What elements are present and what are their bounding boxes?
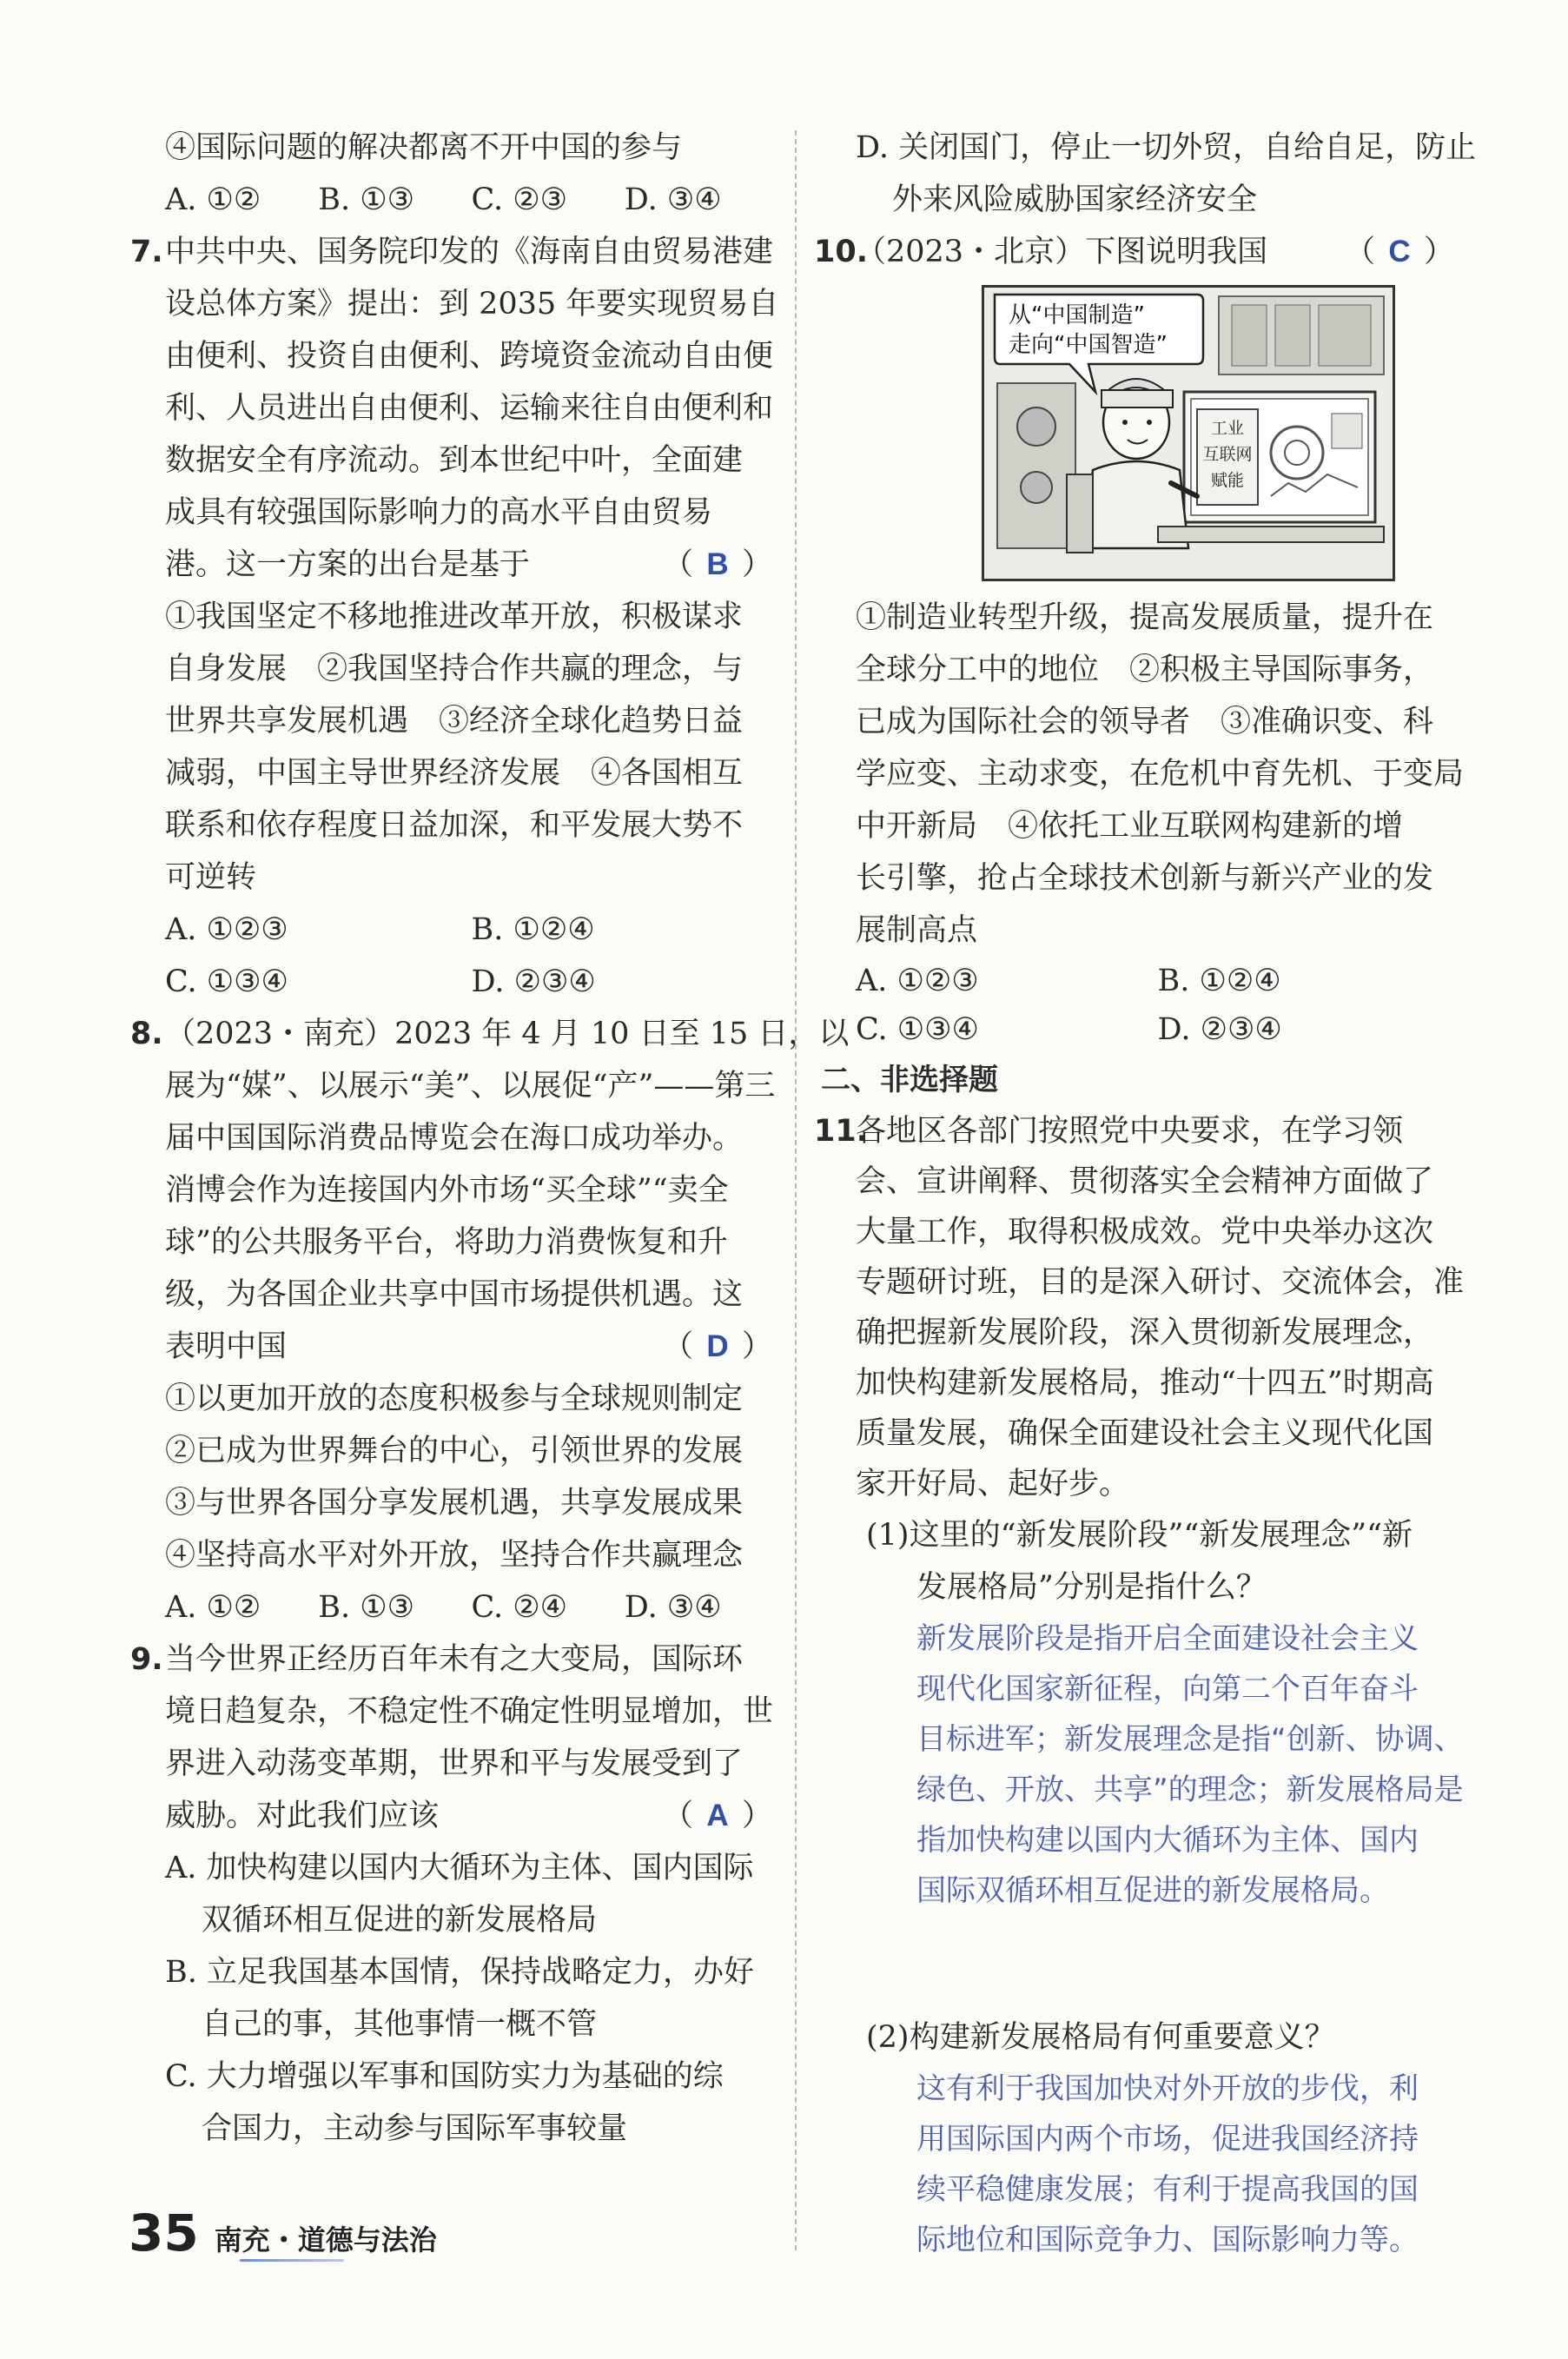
q11-answer1-line-1[interactable]: 新发展阶段是指开启全面建设社会主义 <box>916 1621 1419 1656</box>
q9-option-a[interactable]: A. 加快构建以国内大循环为主体、国内国际 <box>165 1851 754 1885</box>
section-title-non-choice: 二、非选择题 <box>821 1063 998 1097</box>
q8-line-6: 级，为各国企业共享中国市场提供机遇。这 <box>165 1277 744 1312</box>
footer-title: 南充・道德与法治 <box>214 2223 437 2256</box>
q9-line-1: 9. 当今世界正经历百年未有之大变局，国际环 <box>130 1633 777 1686</box>
q8-line-4: 消博会作为连接国内外市场“买全球”“卖全 <box>165 1173 729 1208</box>
q8-line-5: 球”的公共服务平台，将助力消费恢复和升 <box>165 1225 728 1260</box>
q7-line-3: 由便利、投资自由便利、跨境资金流动自由便 <box>165 339 774 374</box>
q10-answer-bracket: （ C ） <box>1345 226 1454 278</box>
q7-option-c[interactable]: C. ①③④ <box>165 964 288 999</box>
q10-choice-line-1: ①制造业转型升级，提高发展质量，提升在 <box>856 600 1434 635</box>
speech-bubble-line-1: 从“中国制造” <box>1009 302 1145 328</box>
q9-answer[interactable]: A <box>706 1799 729 1832</box>
q11-line-1: 11. 各地区各部门按照党中央要求，在学习领 <box>821 1106 1459 1156</box>
screen-text-1: 工业 <box>1210 419 1245 438</box>
cartoon-illustration <box>982 285 1395 581</box>
q11-line-3: 大量工作，取得积极成效。党中央举办这次 <box>856 1215 1434 1249</box>
q8-options <box>130 1581 777 1633</box>
q9-number: 9. <box>130 1642 163 1677</box>
q9-option-b-cont: 自己的事，其他事情一概不管 <box>202 2007 598 2042</box>
q10-option-d[interactable]: D. ②③④ <box>1157 1012 1282 1047</box>
q6-item-4: ④国际问题的解决都离不开中国的参与 <box>165 130 683 165</box>
q10-choice-line-4: 学应变、主动求变，在危机中育先机、于变局 <box>856 757 1465 792</box>
footer-underline <box>240 2259 344 2262</box>
q9-option-d[interactable]: D. 关闭国门，停止一切外贸，自给自足，防止 <box>856 130 1477 165</box>
column-divider <box>795 130 797 2250</box>
q8-option-b[interactable]: B. ①③ <box>318 1590 414 1625</box>
q8-option-a[interactable]: A. ①② <box>165 1590 261 1625</box>
q11-answer1-line-3[interactable]: 目标进军；新发展理念是指“创新、协调、 <box>916 1722 1464 1757</box>
q7-line-1: 7. 中共中央、国务院印发的《海南自由贸易港建 <box>130 226 777 278</box>
q8-option-d[interactable]: D. ③④ <box>624 1590 722 1625</box>
q8-choice-2: ②已成为世界舞台的中心，引领世界的发展 <box>165 1434 744 1468</box>
q6-option-a[interactable]: A. ①② <box>165 182 261 217</box>
q7-choice-line-2: 自身发展 ②我国坚持合作共赢的理念，与 <box>165 652 744 686</box>
q7-options-row-1 <box>130 904 777 956</box>
q11-line-8: 家开好局、起好步。 <box>856 1467 1130 1501</box>
q6-option-c[interactable]: C. ②③ <box>471 182 568 217</box>
q6-options <box>130 174 777 226</box>
q8-line-7: 表明中国 （ D ） <box>130 1321 777 1373</box>
q7-line-7: 港。这一方案的出台是基于 （ B ） <box>130 539 777 591</box>
right-column <box>814 122 1477 2265</box>
q9-answer-bracket: （ A ） <box>663 1790 772 1842</box>
q7-number: 7. <box>130 235 163 269</box>
q10-options-row-2 <box>821 1005 1459 1054</box>
screen-text-2: 互联网 <box>1202 445 1253 464</box>
q7-option-a[interactable]: A. ①②③ <box>165 912 288 947</box>
q10-choice-line-5: 中开新局 ④依托工业互联网构建新的增 <box>856 809 1404 844</box>
q9-line-3: 界进入动荡变革期，世界和平与发展受到了 <box>165 1746 744 1781</box>
q6-option-d[interactable]: D. ③④ <box>624 182 722 217</box>
q8-answer[interactable]: D <box>706 1329 729 1363</box>
speech-bubble-line-2: 走向“中国智造” <box>1009 332 1168 358</box>
q7-choice-line-3: 世界共享发展机遇 ③经济全球化趋势日益 <box>165 704 744 739</box>
cartoon-drawing <box>984 288 1393 579</box>
q9-option-c[interactable]: C. 大力增强以军事和国防实力为基础的综 <box>165 2059 724 2094</box>
q7-line-6: 成具有较强国际影响力的高水平自由贸易 <box>165 495 713 530</box>
q11-sub2: (2)构建新发展格局有何重要意义？ <box>866 2020 1335 2055</box>
q11-answer2-line-4[interactable]: 际地位和国际竞争力、国际影响力等。 <box>916 2223 1419 2257</box>
q10-choice-line-2: 全球分工中的地位 ②积极主导国际事务， <box>856 653 1434 687</box>
q10-choice-line-7: 展制高点 <box>856 913 978 948</box>
answer-gap <box>821 1916 1459 2011</box>
q8-number: 8. <box>130 1017 163 1051</box>
q11-line-5: 确把握新发展阶段，深入贯彻新发展理念， <box>856 1315 1434 1350</box>
q7-choice-line-6: 可逆转 <box>165 860 257 895</box>
q11-line-4: 专题研讨班，目的是深入研讨、交流体会，准 <box>856 1265 1465 1300</box>
q11-answer2-line-1[interactable]: 这有利于我国加快对外开放的步伐，利 <box>916 2071 1419 2106</box>
q10-choice-line-3: 已成为国际社会的领导者 ③准确识变、科 <box>856 705 1434 739</box>
q8-choice-1: ①以更加开放的态度积极参与全球规则制定 <box>165 1382 744 1416</box>
q10-choice-line-6: 长引擎，抢占全球技术创新与新兴产业的发 <box>856 861 1434 896</box>
q9-option-a-cont: 双循环相互促进的新发展格局 <box>202 1903 598 1938</box>
q7-choice-line-1: ①我国坚定不移地推进改革开放，积极谋求 <box>165 600 744 634</box>
q11-answer1-line-2[interactable]: 现代化国家新征程，向第二个百年奋斗 <box>916 1672 1419 1706</box>
q11-line-7: 质量发展，确保全面建设社会主义现代化国 <box>856 1416 1434 1451</box>
q7-options-row-2 <box>130 956 777 1008</box>
q11-line-6: 加快构建新发展格局，推动“十四五”时期高 <box>856 1366 1434 1401</box>
q7-answer[interactable]: B <box>706 547 729 581</box>
q8-line-3: 届中国国际消费品博览会在海口成功举办。 <box>165 1121 744 1156</box>
q11-sub1-line-1: (1)这里的“新发展阶段”“新发展理念”“新 <box>866 1518 1413 1553</box>
q8-option-c[interactable]: C. ②④ <box>471 1590 568 1625</box>
q11-number: 11. <box>814 1114 869 1149</box>
screen-text-3: 赋能 <box>1210 471 1245 490</box>
q10-option-a[interactable]: A. ①②③ <box>856 964 979 998</box>
q11-answer1-line-5[interactable]: 指加快构建以国内大循环为主体、国内 <box>916 1823 1419 1858</box>
q8-choice-4: ④坚持高水平对外开放，坚持合作共赢理念 <box>165 1538 744 1573</box>
page-footer <box>129 2203 437 2263</box>
q11-sub1-line-2: 发展格局”分别是指什么？ <box>916 1570 1267 1605</box>
q11-answer2-line-3[interactable]: 续平稳健康发展；有利于提高我国的国 <box>916 2172 1419 2207</box>
q7-line-2: 设总体方案》提出：到 2035 年要实现贸易自 <box>165 287 779 321</box>
q8-answer-bracket: （ D ） <box>663 1321 772 1373</box>
q10-answer[interactable]: C <box>1388 235 1411 268</box>
q10-option-c[interactable]: C. ①③④ <box>856 1012 979 1047</box>
q7-option-b[interactable]: B. ①②④ <box>471 912 595 947</box>
q9-option-c-cont: 合国力，主动参与国际军事较量 <box>202 2111 628 2146</box>
q11-answer1-line-6[interactable]: 国际双循环相互促进的新发展格局。 <box>916 1873 1389 1908</box>
q8-line-1: 8. （2023・南充）2023 年 4 月 10 日至 15 日，以 <box>130 1008 777 1060</box>
q8-choice-3: ③与世界各国分享发展机遇，共享发展成果 <box>165 1486 744 1521</box>
q9-line-4: 威胁。对此我们应该 （ A ） <box>130 1790 777 1842</box>
q7-answer-bracket: （ B ） <box>663 539 772 591</box>
q6-option-b[interactable]: B. ①③ <box>318 182 414 217</box>
q9-option-d-cont: 外来风险威胁国家经济安全 <box>892 182 1258 217</box>
q7-line-4: 利、人员进出自由便利、运输来往自由便利和 <box>165 391 774 426</box>
q10-line-1: 10. （2023・北京）下图说明我国 （ C ） <box>821 226 1459 278</box>
q7-choice-line-5: 联系和依存程度日益加深，和平发展大势不 <box>165 808 744 843</box>
q10-options-row-1 <box>821 957 1459 1005</box>
q8-line-2: 展为“媒”、以展示“美”、以展促“产”——第三 <box>165 1069 776 1103</box>
q9-line-2: 境日趋复杂，不稳定性不确定性明显增加，世 <box>165 1694 774 1729</box>
q10-option-b[interactable]: B. ①②④ <box>1157 964 1281 998</box>
q9-option-b[interactable]: B. 立足我国基本国情，保持战略定力，办好 <box>165 1955 754 1990</box>
q7-choice-line-4: 减弱，中国主导世界经济发展 ④各国相互 <box>165 756 744 791</box>
q11-answer2-line-2[interactable]: 用国际国内两个市场，促进我国经济持 <box>916 2122 1419 2157</box>
page-number: 35 <box>129 2203 199 2263</box>
q11-answer1-line-4[interactable]: 绿色、开放、共享”的理念；新发展格局是 <box>916 1773 1464 1807</box>
q7-option-d[interactable]: D. ②③④ <box>471 964 596 999</box>
q11-line-2: 会、宣讲阐释、贯彻落实全会精神方面做了 <box>856 1164 1434 1199</box>
q7-line-5: 数据安全有序流动。到本世纪中叶，全面建 <box>165 443 744 478</box>
q10-number: 10. <box>814 235 869 269</box>
